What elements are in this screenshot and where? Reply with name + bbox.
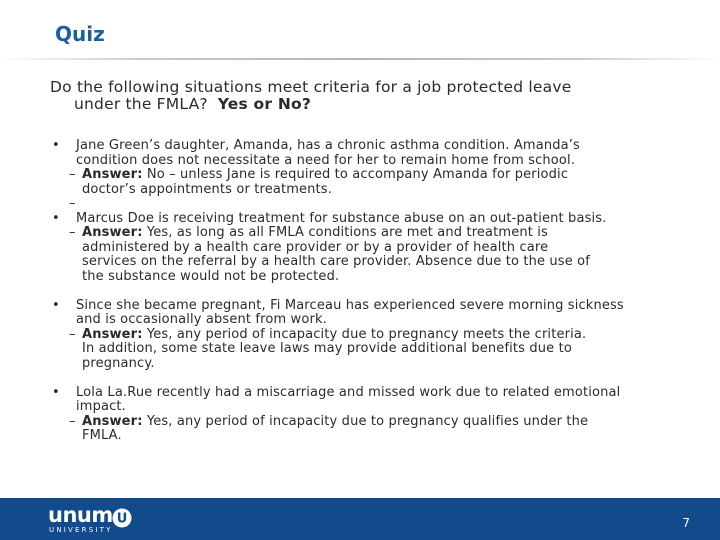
title-divider — [0, 58, 720, 60]
bullet-icon: • — [52, 384, 60, 400]
answer-text: services on the referral by a health care provider. Absence due to the use of — [82, 254, 590, 269]
unum-university-logo — [48, 503, 134, 537]
question-line-1: Do the following situations meet criteria for a job protected leave — [50, 78, 572, 96]
answer-text: In addition, some state leave laws may provide additional benefits due to — [82, 341, 572, 356]
answer-text: Yes, any period of incapacity due to pregnancy meets the criteria. — [142, 326, 587, 342]
item-text: Lola La.Rue recently had a miscarriage and missed work due to related emotional — [76, 384, 621, 400]
item-text: and is occasionally absent from work. — [76, 312, 327, 327]
item-text: Since she became pregnant, Fi Marceau has experienced severe morning sickness — [76, 297, 624, 313]
question-line-2 — [50, 96, 680, 113]
answer-text: the substance would not be protected. — [82, 268, 340, 284]
answer-text: Yes, as long as all FMLA conditions are met and treatment is — [142, 225, 548, 240]
bullet-icon: • — [52, 138, 60, 153]
answer: – Answer: Yes, as long as all FMLA conditions are met and treatment is administered by a health care provider or by a provider of health care services on the referral by a health care provider. Absence due to the use of the substance would not be protected. — [50, 226, 670, 284]
item-text: Marcus Doe is receiving treatment for substance abuse on an out-patient basis. — [76, 210, 607, 226]
answer-text: FMLA. — [82, 428, 122, 443]
question-yes-no: Yes or No? — [217, 95, 312, 113]
item-text: Jane Green’s daughter, Amanda, has a chronic asthma condition. Amanda’s — [76, 138, 580, 153]
page-number: 7 — [682, 516, 690, 530]
question-fmla-text: under the FMLA? — [74, 95, 208, 113]
list-item — [50, 212, 670, 227]
answer: – Answer: Yes, any period of incapacity due to pregnancy qualifies under the FMLA. — [50, 415, 670, 444]
answer: – Answer: No – unless Jane is required to accompany Amanda for periodic doctor’s appointments or treatments. — [50, 168, 670, 197]
quiz-question — [50, 79, 680, 113]
slide-title: Quiz — [55, 22, 105, 46]
item-text: impact. — [76, 399, 126, 414]
answer-label: Answer: — [82, 413, 143, 429]
answer-label: Answer: — [82, 225, 143, 240]
empty-sub-item: – — [69, 196, 76, 211]
list-item — [50, 386, 670, 415]
answer-text: administered by a health care provider or by a provider of health care — [82, 239, 549, 255]
answer-text: doctor’s appointments or treatments. — [82, 181, 333, 197]
item-text: condition does not necessitate a need for her to remain home from school. — [76, 152, 576, 168]
badge-letter: U — [116, 511, 128, 527]
quiz-items — [50, 139, 670, 444]
footer-bar — [0, 498, 720, 540]
answer-label: Answer: — [82, 167, 143, 182]
bullet-icon: • — [52, 210, 60, 226]
list-item — [50, 299, 670, 328]
bullet-icon: • — [52, 297, 60, 313]
answer-text: Yes, any period of incapacity due to pregnancy qualifies under the — [142, 413, 589, 429]
answer-label: Answer: — [82, 326, 143, 342]
logo-wordmark: unum — [48, 503, 113, 527]
university-badge-icon — [112, 508, 132, 528]
answer-text: No – unless Jane is required to accompany Amanda for periodic — [142, 167, 569, 182]
list-item — [50, 139, 670, 168]
logo-subtitle: UNIVERSITY — [49, 526, 113, 534]
answer-text: pregnancy. — [82, 355, 155, 371]
answer: – Answer: Yes, any period of incapacity due to pregnancy meets the criteria. In addition, some state leave laws may provide additional benefits due to pregnancy. — [50, 328, 670, 372]
